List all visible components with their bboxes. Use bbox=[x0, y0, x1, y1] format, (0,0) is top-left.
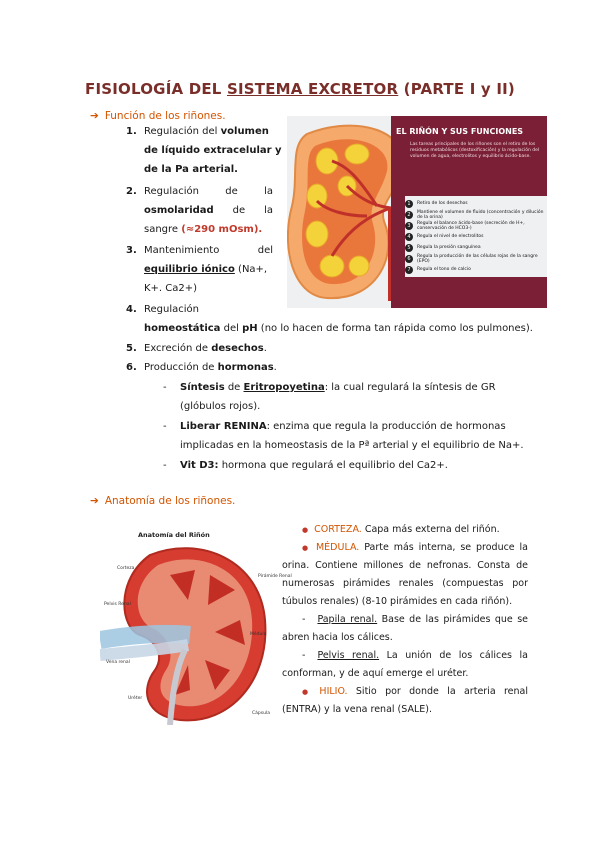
section-heading-text: Función de los riñones. bbox=[104, 110, 226, 122]
label-capsula: Cápsula bbox=[252, 711, 270, 716]
item-2-line-1 bbox=[144, 182, 273, 201]
sub-bold: Liberar RENINA bbox=[180, 421, 267, 432]
infographic-item bbox=[405, 209, 545, 220]
sub-item-dash: - bbox=[163, 460, 167, 471]
item-3-line-2 bbox=[144, 260, 267, 279]
item-text: Regula el tono de calcio bbox=[417, 267, 471, 272]
list-item-6 bbox=[126, 358, 277, 377]
item-number: 5. bbox=[126, 343, 137, 354]
pelvis-paragraph bbox=[282, 647, 528, 683]
sub-item-1-line-2: (glóbulos rojos). bbox=[180, 401, 261, 412]
term-pelvis: Pelvis renal. bbox=[317, 650, 380, 661]
sub-item-2-line-1 bbox=[180, 417, 506, 436]
term-hilio: HILIO. bbox=[319, 686, 348, 697]
item-word: de bbox=[232, 205, 246, 216]
item-number-badge: 7 bbox=[405, 266, 413, 274]
term-papila: Papila renal. bbox=[317, 614, 378, 625]
medula-paragraph bbox=[282, 539, 528, 611]
arrow-icon: ➔ bbox=[90, 110, 99, 122]
arrow-icon: ➔ bbox=[90, 495, 99, 507]
item-text: Regula la producción de las células rojas de la sangre (EPO) bbox=[417, 253, 538, 264]
item-text: Retiro de los desechos bbox=[417, 201, 468, 206]
bullet-icon: ● bbox=[302, 544, 310, 552]
sub-item-2-line-2: implicadas en la homeostasis de la Pª arterial y el equilibrio de Na+. bbox=[180, 440, 524, 451]
term-corteza: CORTEZA. bbox=[314, 524, 362, 535]
list-item-1 bbox=[126, 122, 276, 141]
sub-item-dash: - bbox=[163, 421, 167, 432]
section-heading-anatomy bbox=[90, 495, 235, 507]
infographic-item bbox=[405, 198, 545, 209]
sub-item-1-line-1 bbox=[180, 378, 527, 397]
title-pre: FISIOLOGÍA DEL bbox=[85, 80, 227, 98]
list-item-4 bbox=[126, 300, 199, 319]
item-number-badge: 2 bbox=[405, 211, 413, 219]
item-text: Regula el balance ácido-base (secreción de H+, conservación de HCO3-) bbox=[417, 220, 525, 231]
label-piramide: Pirámide Renal bbox=[258, 574, 292, 579]
item-number: 6. bbox=[126, 362, 137, 373]
item-bold: homeostática bbox=[144, 323, 221, 334]
infographic-item bbox=[405, 220, 545, 231]
list-item-5 bbox=[126, 339, 267, 358]
item-word: del bbox=[257, 245, 273, 256]
sub-text: : la cual regulará la síntesis de GR bbox=[324, 382, 496, 393]
dash: - bbox=[302, 650, 306, 661]
corteza-paragraph bbox=[282, 521, 528, 539]
sub-text: de bbox=[224, 382, 244, 393]
item-word: osmolaridad bbox=[144, 205, 214, 216]
item-text: del bbox=[220, 323, 243, 334]
item-number-badge: 4 bbox=[405, 233, 413, 241]
item-text: (no lo hacen de forma tan rápida como los pulmones). bbox=[257, 323, 533, 334]
item-number-badge: 6 bbox=[405, 255, 413, 263]
item-number-badge: 3 bbox=[405, 222, 413, 230]
infographic-item bbox=[405, 264, 545, 275]
page-title bbox=[0, 80, 600, 98]
label-pelvis: Pelvis Renal bbox=[104, 602, 131, 607]
item-number: 1. bbox=[126, 126, 137, 137]
label-medula: Médula bbox=[250, 632, 267, 637]
item-2-line-3 bbox=[144, 220, 262, 239]
section-heading-function bbox=[90, 110, 226, 122]
item-bold: desechos bbox=[211, 343, 264, 354]
item-2-line-2 bbox=[144, 201, 273, 220]
item-text: . bbox=[273, 362, 277, 373]
hilio-paragraph bbox=[282, 683, 528, 719]
sub-text: : enzima que regula la producción de hormonas bbox=[266, 421, 506, 432]
item-text: de la P bbox=[144, 164, 183, 175]
item-number: 2. bbox=[126, 186, 137, 197]
sub-bold-underlined: Eritropoyetina bbox=[243, 382, 325, 393]
title-post: (PARTE I y II) bbox=[398, 80, 515, 98]
infographic-item bbox=[405, 253, 545, 264]
infographic-intro: Las tareas principales de los riñones son el retiro de los residuos metabólicos (destoxificación) y la regulación del volumen de agua, electrolitos y equilibrio ácido-base. bbox=[410, 142, 540, 159]
item-4-line-2 bbox=[144, 319, 533, 338]
item-text: Producción de bbox=[144, 362, 218, 373]
item-sup: a bbox=[182, 164, 189, 175]
sub-item-3 bbox=[180, 456, 448, 475]
item-bold: volumen bbox=[220, 126, 269, 137]
list-item-3 bbox=[126, 241, 144, 260]
definition-text: Parte más interna, se produce la orina. Contiene millones de nefronas. Consta de numerosas pirámides renales (compuestas por túbulos renales) (8-10 pirámides en cada riñón). bbox=[282, 542, 528, 607]
osmolarity-value: (≈290 mOsm). bbox=[181, 224, 263, 235]
item-word: Regulación bbox=[144, 186, 199, 197]
item-1-line-2: de líquido extracelular y bbox=[144, 145, 282, 156]
item-bold: equilibrio iónico bbox=[144, 264, 235, 275]
item-text: . bbox=[263, 343, 267, 354]
bullet-icon: ● bbox=[302, 526, 309, 534]
item-number-badge: 5 bbox=[405, 244, 413, 252]
item-text: Regulación del bbox=[144, 126, 221, 137]
label-corteza: Corteza bbox=[117, 566, 135, 571]
label-ureter: Uréter bbox=[128, 696, 143, 701]
infographic-item bbox=[405, 242, 545, 253]
item-text: Mantiene el volumen de fluido (concentración y dilución de la orina) bbox=[417, 209, 544, 220]
infographic-list bbox=[405, 196, 547, 277]
item-word: Mantenimiento bbox=[144, 245, 220, 256]
item-text: sangre bbox=[144, 224, 182, 235]
sub-bold: Vit D3: bbox=[180, 460, 219, 471]
item-bold: pH bbox=[242, 323, 258, 334]
item-3-line-3: K+. Ca2+) bbox=[144, 283, 198, 294]
item-3-line-1 bbox=[144, 241, 273, 260]
label-vena: Vena renal bbox=[106, 660, 130, 665]
item-text: Regula el nivel de electrolitos bbox=[417, 234, 484, 239]
definition-text: La unión de los cálices la conforman, y de aquí emerge el uréter. bbox=[282, 650, 529, 679]
section-heading-text: Anatomía de los riñones. bbox=[104, 495, 236, 507]
item-text: arterial. bbox=[188, 164, 238, 175]
item-number-badge: 1 bbox=[405, 200, 413, 208]
item-word: la bbox=[264, 205, 273, 216]
item-number: 3. bbox=[126, 245, 137, 256]
title-underlined: SISTEMA EXCRETOR bbox=[227, 80, 399, 98]
item-text: Regulación bbox=[144, 304, 199, 315]
bullet-icon: ● bbox=[302, 688, 314, 696]
dash: - bbox=[302, 614, 306, 625]
item-text: (Na+, bbox=[234, 264, 268, 275]
papila-paragraph bbox=[282, 611, 528, 647]
definition-text: Capa más externa del riñón. bbox=[361, 524, 500, 535]
item-number: 4. bbox=[126, 304, 137, 315]
item-word: de bbox=[225, 186, 238, 197]
infographic-item bbox=[405, 231, 545, 242]
definition-text: Sitio por donde la arteria renal (ENTRA) y la vena renal (SALE). bbox=[282, 686, 528, 715]
item-text: Regula la presión sanguínea bbox=[417, 245, 481, 250]
item-bold: hormonas bbox=[217, 362, 274, 373]
term-medula: MÉDULA. bbox=[315, 542, 360, 553]
definition-text: Base de las pirámides que se abren hacia los cálices. bbox=[282, 614, 528, 643]
anatomy-diagram-title: Anatomía del Riñón bbox=[138, 531, 210, 539]
item-text: Excreción de bbox=[144, 343, 212, 354]
sub-item-dash: - bbox=[163, 382, 167, 393]
item-1-line-3 bbox=[144, 160, 238, 179]
infographic-title: EL RIÑÓN Y SUS FUNCIONES bbox=[396, 127, 524, 136]
sub-bold: Síntesis bbox=[180, 382, 225, 393]
item-word: la bbox=[264, 186, 273, 197]
sub-text: hormona que regulará el equilibrio del Ca2+. bbox=[218, 460, 448, 471]
